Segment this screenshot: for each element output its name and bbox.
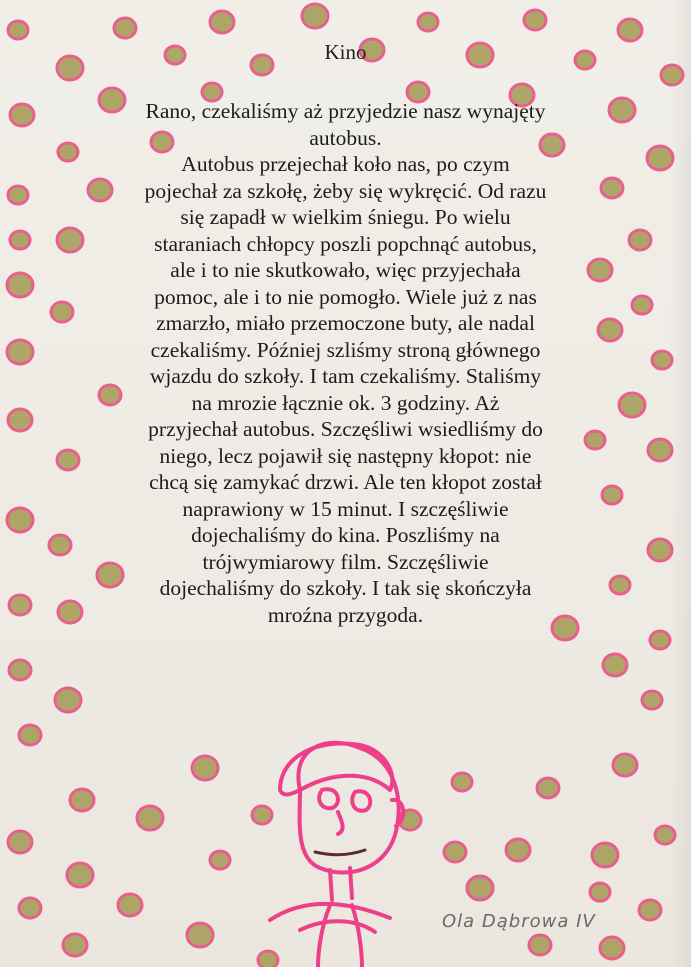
drawing-eye-left: [319, 789, 338, 808]
story-line: autobus.: [309, 125, 382, 150]
story-line: trójwymiarowy film. Szczęśliwie: [202, 549, 489, 574]
story-line: pomoc, ale i to nie pomogło. Wiele już z nas: [154, 284, 537, 309]
story-line: pojechał za szkołę, żeby się wykręcić. Od razu: [144, 178, 547, 203]
story-line: zmarzło, miało przemoczone buty, ale nadal: [156, 311, 535, 335]
story-line: na mrozie łącznie ok. 3 godziny. Aż: [191, 390, 500, 415]
story-line: mroźna przygoda.: [267, 602, 424, 627]
story-line: staraniach chłopcy poszli popchnąć autobus,: [154, 231, 537, 256]
story-line: dojechaliśmy do szkoły. I tak się skończyła: [159, 576, 532, 600]
story-line: Autobus przejechał koło nas, po czym: [181, 152, 510, 176]
drawing-hair: [280, 743, 392, 794]
drawing-nose: [338, 812, 343, 834]
story-line: się zapadł w wielkim śniegu. Po wielu: [180, 205, 511, 229]
signature: Ola Dąbrowa IV: [442, 911, 596, 932]
story-line: przyjechał autobus. Szczęśliwi wsiedliśmy do: [148, 417, 543, 441]
story-line: niego, lecz pojawił się następny kłopot: nie: [159, 443, 532, 468]
story-line: czekaliśmy. Później szliśmy stroną głównego: [150, 337, 541, 362]
drawing-eye-right: [352, 791, 370, 811]
story-line: wjazdu do szkoły. I tam czekaliśmy. Staliśmy: [149, 364, 542, 388]
document-title: Kino: [324, 40, 367, 64]
story-text: [50, 98, 641, 628]
story-line: Rano, czekaliśmy aż przyjedzie nasz wynajęty: [145, 99, 546, 123]
story-line: ale i to nie skutkowało, więc przyjechała: [170, 258, 521, 282]
story-line: dojechaliśmy do kina. Poszliśmy na: [191, 523, 500, 547]
drawing-mouth: [315, 850, 365, 855]
story-line: naprawiony w 15 minut. I szczęśliwie: [182, 496, 509, 521]
drawing-body: [318, 905, 362, 967]
story-line: chcą się zamykać drzwi. Ale ten kłopot został: [149, 470, 542, 494]
